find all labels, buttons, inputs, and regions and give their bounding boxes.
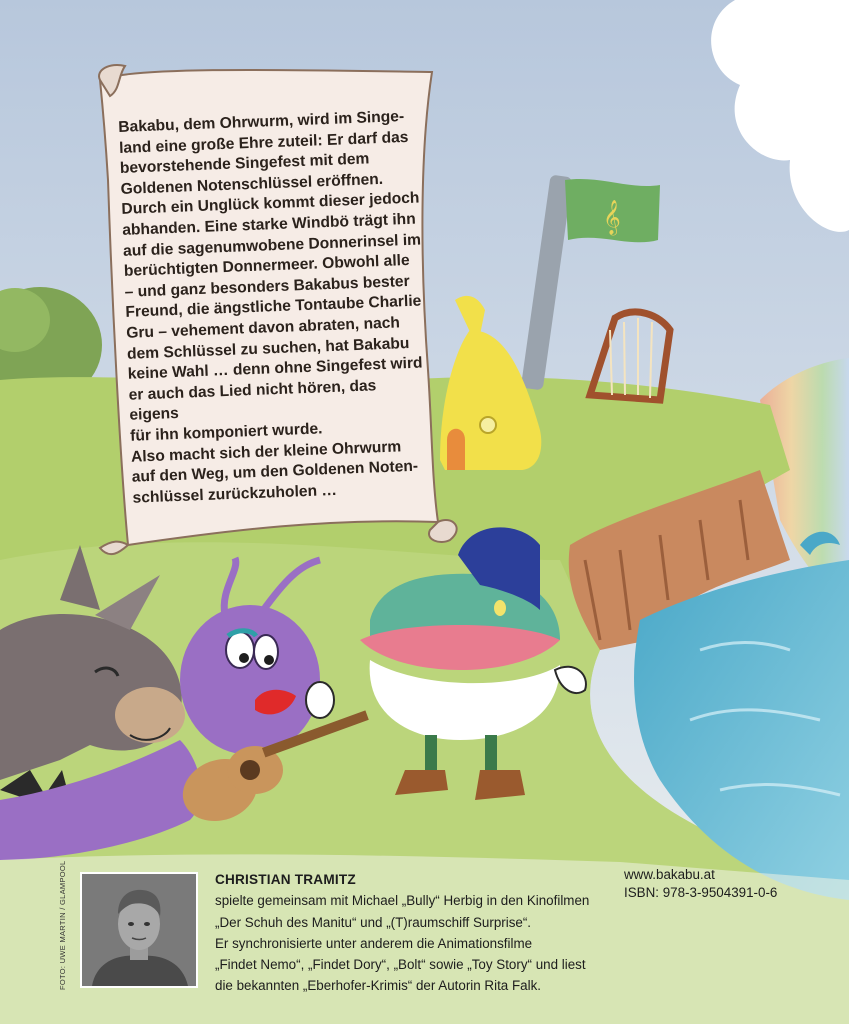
story-line: – und ganz besonders Bakabus bester: [124, 272, 410, 301]
website-link[interactable]: www.bakabu.at: [624, 867, 715, 882]
story-line: auf die sagenumwobene Donnerinsel im: [122, 231, 422, 260]
story-line: für ihn komponiert wurde.: [129, 420, 323, 445]
story-line: auf den Weg, um den Goldenen Noten-: [131, 457, 419, 486]
bio-line: Er synchronisierte unter anderem die Animationsfilme: [215, 935, 533, 951]
story-line: er auch das Lied nicht hören, das eigens: [128, 377, 377, 425]
author-photo: [80, 872, 198, 988]
book-info: [624, 866, 777, 902]
story-line: keine Wahl … denn ohne Singefest wird: [127, 354, 423, 383]
story-line: Gru – vehement davon abraten, nach: [125, 314, 401, 342]
author-bio: [215, 869, 615, 997]
story-line: berüchtigten Donnermeer. Obwohl alle: [123, 252, 410, 281]
story-line: bevorstehende Singefest mit dem: [119, 150, 370, 178]
earworm-head: [180, 605, 320, 755]
story-line: Bakabu, dem Ohrwurm, wird im Singe-: [118, 108, 405, 136]
story-line: Also macht sich der kleine Ohrwurm: [130, 437, 402, 466]
svg-text:𝄞: 𝄞: [603, 200, 621, 235]
story-line: schlüssel zurückzuholen …: [132, 481, 338, 507]
story-line: abhanden. Eine starke Windbö trägt ihn: [121, 210, 417, 239]
story-line: land eine große Ehre zuteil: Er darf das: [118, 128, 409, 157]
story-text: [118, 106, 433, 509]
photo-credit: FOTO: UWE MARTIN / GLAMPOOL: [58, 860, 67, 990]
story-line: Goldenen Notenschlüssel eröffnen.: [120, 170, 384, 198]
story-line: Durch ein Unglück kommt dieser jedoch: [121, 189, 420, 219]
isbn: ISBN: 978-3-9504391-0-6: [624, 885, 778, 900]
story-line: Freund, die ängstliche Tontaube Charlie: [125, 292, 422, 322]
bio-line: spielte gemeinsam mit Michael „Bully“ Herbig in den Kinofilmen: [215, 893, 590, 909]
bio-line: die bekannten „Eberhofer-Krimis“ der Autorin Rita Falk.: [215, 978, 541, 994]
bio-line: „Der Schuh des Manitu“ und „(T)raumschiff Surprise“.: [215, 914, 532, 930]
author-name: CHRISTIAN TRAMITZ: [215, 872, 356, 887]
story-line: dem Schlüssel zu suchen, hat Bakabu: [126, 334, 410, 363]
bio-line: „Findet Nemo“, „Findet Dory“, „Bolt“ sowie „Toy Story“ und liest: [215, 957, 586, 973]
